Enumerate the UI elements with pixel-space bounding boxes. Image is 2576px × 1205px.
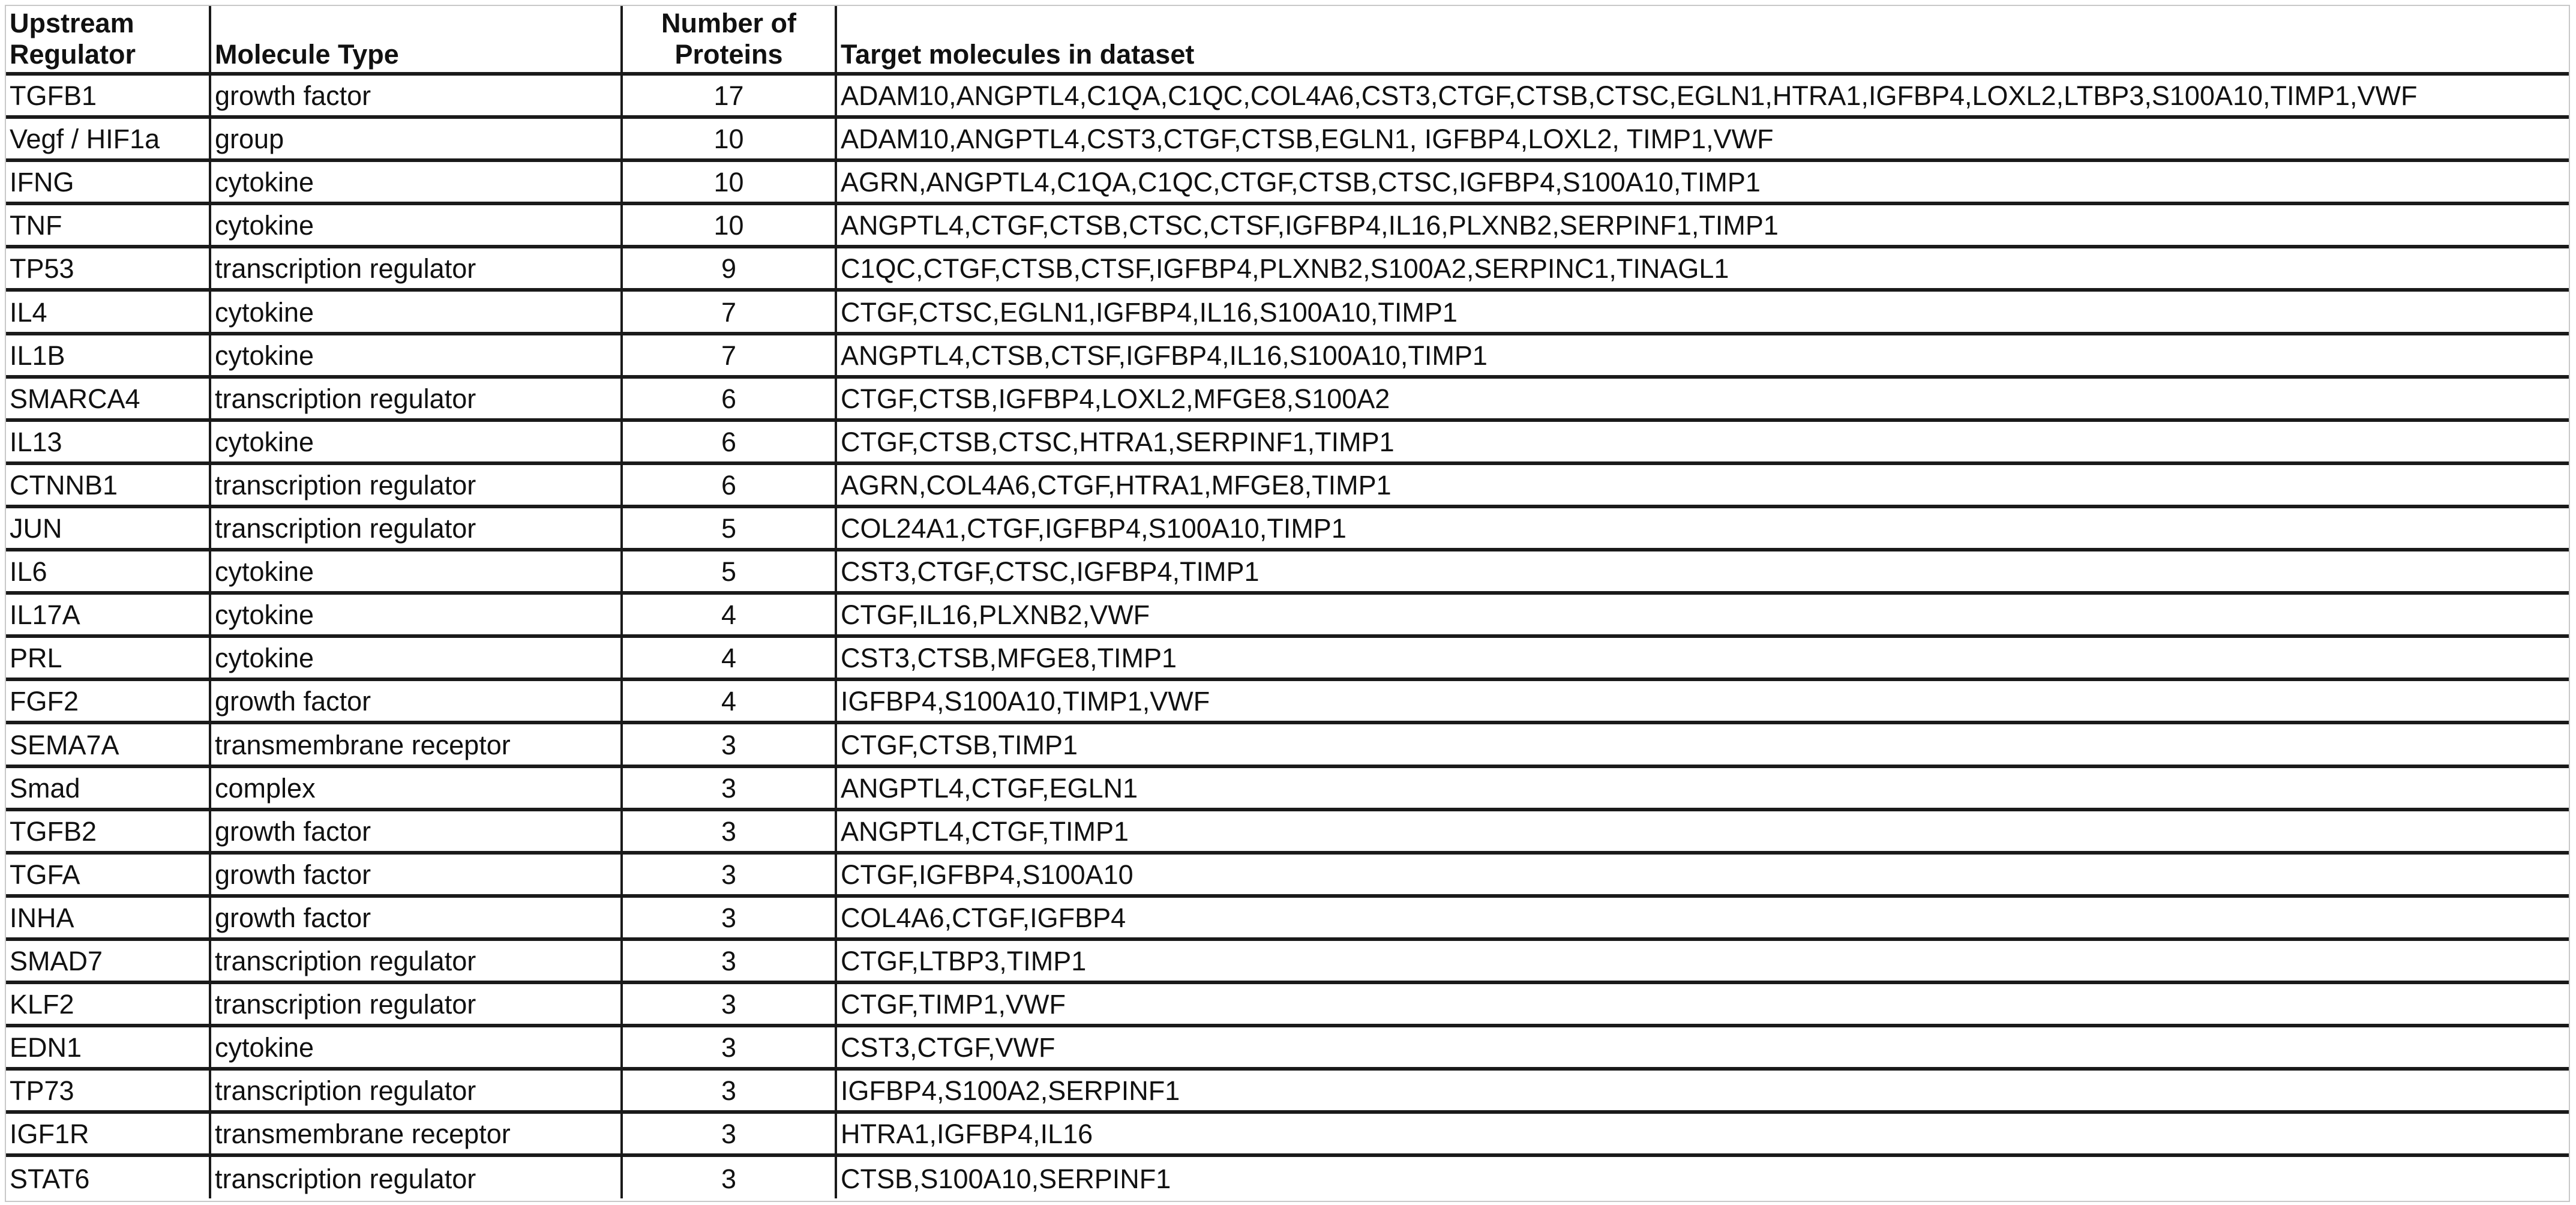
cell-upstream-regulator: TP73 — [6, 1069, 210, 1112]
header-molecule-type: Molecule Type — [210, 6, 622, 74]
cell-upstream-regulator: STAT6 — [6, 1155, 210, 1198]
cell-molecule-type: complex — [210, 766, 622, 810]
upstream-regulators-table — [6, 6, 2569, 1198]
cell-molecule-type: growth factor — [210, 679, 622, 723]
cell-upstream-regulator: TGFB2 — [6, 810, 210, 853]
cell-molecule-type: cytokine — [210, 636, 622, 679]
table-row — [6, 463, 2569, 506]
cell-target-molecules: COL24A1,CTGF,IGFBP4,S100A10,TIMP1 — [836, 506, 2569, 550]
table-row — [6, 203, 2569, 247]
cell-number-of-proteins: 5 — [622, 550, 836, 593]
table-row — [6, 290, 2569, 333]
cell-molecule-type: transmembrane receptor — [210, 723, 622, 766]
table-row — [6, 939, 2569, 982]
cell-molecule-type: cytokine — [210, 593, 622, 636]
cell-number-of-proteins: 3 — [622, 810, 836, 853]
cell-upstream-regulator: INHA — [6, 896, 210, 939]
cell-molecule-type: cytokine — [210, 550, 622, 593]
cell-number-of-proteins: 4 — [622, 679, 836, 723]
table-row — [6, 1155, 2569, 1198]
table-row — [6, 117, 2569, 160]
cell-upstream-regulator: IL13 — [6, 420, 210, 463]
cell-molecule-type: cytokine — [210, 420, 622, 463]
cell-molecule-type: transmembrane receptor — [210, 1112, 622, 1155]
cell-target-molecules: AGRN,ANGPTL4,C1QA,C1QC,CTGF,CTSB,CTSC,IGFBP4,S100A10,TIMP1 — [836, 160, 2569, 203]
table-row — [6, 550, 2569, 593]
cell-number-of-proteins: 3 — [622, 853, 836, 896]
cell-target-molecules: IGFBP4,S100A10,TIMP1,VWF — [836, 679, 2569, 723]
cell-target-molecules: ADAM10,ANGPTL4,C1QA,C1QC,COL4A6,CST3,CTGF,CTSB,CTSC,EGLN1,HTRA1,IGFBP4,LOXL2,LTBP3,S100A10,TIMP1,VWF — [836, 74, 2569, 117]
cell-number-of-proteins: 3 — [622, 766, 836, 810]
cell-upstream-regulator: TGFA — [6, 853, 210, 896]
table-row — [6, 334, 2569, 377]
cell-target-molecules: CST3,CTGF,VWF — [836, 1026, 2569, 1069]
cell-molecule-type: transcription regulator — [210, 939, 622, 982]
cell-molecule-type: transcription regulator — [210, 463, 622, 506]
cell-number-of-proteins: 5 — [622, 506, 836, 550]
cell-target-molecules: CTGF,LTBP3,TIMP1 — [836, 939, 2569, 982]
cell-target-molecules: CTGF,TIMP1,VWF — [836, 982, 2569, 1026]
cell-target-molecules: CTSB,S100A10,SERPINF1 — [841, 1164, 1171, 1195]
cell-molecule-type: growth factor — [210, 896, 622, 939]
cell-upstream-regulator: KLF2 — [6, 982, 210, 1026]
cell-molecule-type: transcription regulator — [210, 377, 622, 420]
cell-upstream-regulator: TNF — [6, 203, 210, 247]
cell-number-of-proteins: 3 — [622, 939, 836, 982]
cell-upstream-regulator: FGF2 — [6, 679, 210, 723]
cell-molecule-type: group — [210, 117, 622, 160]
cell-upstream-regulator: Vegf / HIF1a — [6, 117, 210, 160]
cell-number-of-proteins: 6 — [622, 377, 836, 420]
cell-target-molecules: CST3,CTSB,MFGE8,TIMP1 — [836, 636, 2569, 679]
table-row — [6, 1112, 2569, 1155]
header-number-of-proteins: Number of Proteins — [622, 6, 836, 74]
cell-number-of-proteins: 10 — [622, 117, 836, 160]
cell-number-of-proteins: 10 — [622, 160, 836, 203]
cell-molecule-type: growth factor — [210, 810, 622, 853]
cell-target-molecules: CTGF,CTSB,IGFBP4,LOXL2,MFGE8,S100A2 — [836, 377, 2569, 420]
cell-molecule-type: cytokine — [210, 290, 622, 333]
cell-upstream-regulator: IGF1R — [6, 1112, 210, 1155]
cell-target-molecules: CTGF,CTSC,EGLN1,IGFBP4,IL16,S100A10,TIMP1 — [836, 290, 2569, 333]
cell-target-molecules: C1QC,CTGF,CTSB,CTSF,IGFBP4,PLXNB2,S100A2,SERPINC1,TINAGL1 — [836, 247, 2569, 290]
cell-upstream-regulator: TP53 — [6, 247, 210, 290]
cell-target-molecules: HTRA1,IGFBP4,IL16 — [836, 1112, 2569, 1155]
cell-molecule-type: transcription regulator — [210, 1155, 622, 1198]
table-row — [6, 1026, 2569, 1069]
cell-number-of-proteins: 3 — [622, 896, 836, 939]
cell-upstream-regulator: SMAD7 — [6, 939, 210, 982]
cell-molecule-type: transcription regulator — [210, 247, 622, 290]
cell-number-of-proteins: 10 — [622, 203, 836, 247]
cell-number-of-proteins: 6 — [622, 420, 836, 463]
cell-number-of-proteins: 3 — [622, 1112, 836, 1155]
cell-number-of-proteins: 4 — [622, 636, 836, 679]
cell-upstream-regulator: IL1B — [6, 334, 210, 377]
table-row — [6, 593, 2569, 636]
table-row — [6, 810, 2569, 853]
cell-number-of-proteins: 9 — [622, 247, 836, 290]
table-row — [6, 420, 2569, 463]
cell-target-molecules: ANGPTL4,CTGF,TIMP1 — [836, 810, 2569, 853]
cell-upstream-regulator: IL4 — [6, 290, 210, 333]
cell-upstream-regulator: IL6 — [6, 550, 210, 593]
table-row — [6, 896, 2569, 939]
cell-number-of-proteins: 17 — [622, 74, 836, 117]
cell-target-molecules: AGRN,COL4A6,CTGF,HTRA1,MFGE8,TIMP1 — [836, 463, 2569, 506]
cell-number-of-proteins: 6 — [622, 463, 836, 506]
table-frame — [5, 5, 2570, 1202]
cell-upstream-regulator: Smad — [6, 766, 210, 810]
cell-upstream-regulator: SEMA7A — [6, 723, 210, 766]
cell-target-molecules: CTGF,CTSB,TIMP1 — [836, 723, 2569, 766]
cell-number-of-proteins: 3 — [622, 982, 836, 1026]
table-row — [6, 160, 2569, 203]
table-row — [6, 377, 2569, 420]
cell-target-molecules: IGFBP4,S100A2,SERPINF1 — [836, 1069, 2569, 1112]
cell-number-of-proteins: 3 — [622, 1155, 836, 1198]
cell-molecule-type: transcription regulator — [210, 982, 622, 1026]
cell-upstream-regulator: TGFB1 — [6, 74, 210, 117]
table-row — [6, 1069, 2569, 1112]
cell-molecule-type: cytokine — [210, 160, 622, 203]
table-row — [6, 506, 2569, 550]
cell-molecule-type: transcription regulator — [210, 1069, 622, 1112]
cell-upstream-regulator: EDN1 — [6, 1026, 210, 1069]
table-row — [6, 982, 2569, 1026]
table-row — [6, 723, 2569, 766]
cell-target-molecules: ANGPTL4,CTSB,CTSF,IGFBP4,IL16,S100A10,TIMP1 — [836, 334, 2569, 377]
cell-target-molecules: CTGF,CTSB,CTSC,HTRA1,SERPINF1,TIMP1 — [836, 420, 2569, 463]
cell-target-molecules: CST3,CTGF,CTSC,IGFBP4,TIMP1 — [836, 550, 2569, 593]
cell-number-of-proteins: 3 — [622, 1026, 836, 1069]
table-row — [6, 636, 2569, 679]
cell-molecule-type: cytokine — [210, 203, 622, 247]
cell-molecule-type: growth factor — [210, 853, 622, 896]
cell-molecule-type: transcription regulator — [210, 506, 622, 550]
cell-number-of-proteins: 3 — [622, 723, 836, 766]
cell-upstream-regulator: CTNNB1 — [6, 463, 210, 506]
cell-molecule-type: cytokine — [210, 334, 622, 377]
table-row — [6, 853, 2569, 896]
cell-target-molecules: CTGF,IGFBP4,S100A10 — [836, 853, 2569, 896]
table-body — [6, 74, 2569, 1198]
cell-target-molecules: ANGPTL4,CTGF,EGLN1 — [836, 766, 2569, 810]
cell-target-molecules: COL4A6,CTGF,IGFBP4 — [836, 896, 2569, 939]
table-row — [6, 74, 2569, 117]
cell-number-of-proteins: 3 — [622, 1069, 836, 1112]
header-row — [6, 6, 2569, 74]
cell-upstream-regulator: JUN — [6, 506, 210, 550]
cell-upstream-regulator: PRL — [6, 636, 210, 679]
cell-molecule-type: growth factor — [210, 74, 622, 117]
cell-number-of-proteins: 7 — [622, 334, 836, 377]
cell-number-of-proteins: 7 — [622, 290, 836, 333]
cell-target-molecules: ADAM10,ANGPTL4,CST3,CTGF,CTSB,EGLN1, IGFBP4,LOXL2, TIMP1,VWF — [836, 117, 2569, 160]
cell-target-molecules: CTGF,IL16,PLXNB2,VWF — [836, 593, 2569, 636]
cell-number-of-proteins: 4 — [622, 593, 836, 636]
table-row — [6, 247, 2569, 290]
cell-molecule-type: cytokine — [210, 1026, 622, 1069]
cell-upstream-regulator: IFNG — [6, 160, 210, 203]
header-target-molecules: Target molecules in dataset — [836, 6, 2569, 74]
table-row — [6, 766, 2569, 810]
cell-target-molecules: ANGPTL4,CTGF,CTSB,CTSC,CTSF,IGFBP4,IL16,PLXNB2,SERPINF1,TIMP1 — [836, 203, 2569, 247]
table-row — [6, 679, 2569, 723]
header-upstream-regulator: Upstream Regulator — [6, 6, 210, 74]
cell-upstream-regulator: IL17A — [6, 593, 210, 636]
cell-upstream-regulator: SMARCA4 — [6, 377, 210, 420]
